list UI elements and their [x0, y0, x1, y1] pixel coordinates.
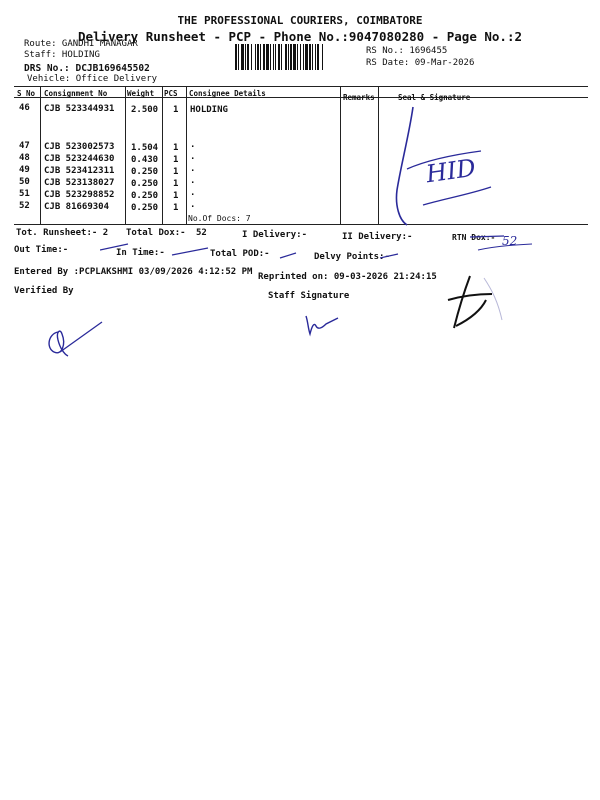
row-pcs: 1 [173, 105, 179, 115]
row-pcs: 1 [173, 203, 179, 213]
total-dox-value: 52 [196, 228, 207, 238]
barcode-bar [293, 44, 296, 70]
handwritten-rtn-value: 52 [502, 234, 518, 248]
row-consignment: CJB 523344931 [44, 104, 115, 114]
entered-by: Entered By :PCPLAKSHMI 03/09/2026 4:12:52 PM [14, 267, 253, 277]
header-pcs: PCS [164, 89, 178, 98]
rtn-dox: RTN Dox:- [452, 233, 496, 242]
rs-number: RS No.: 1696455 [366, 46, 448, 56]
row-consignee: . [190, 188, 196, 198]
verified-by: Verified By [14, 286, 74, 296]
barcode-bar [300, 44, 301, 70]
header-seal-signature: Seal & Signature [398, 93, 471, 102]
barcode-bar [238, 44, 239, 70]
barcode-bar [241, 44, 244, 70]
staff-label: Staff: HOLDING [24, 50, 100, 60]
header-remarks: Remarks [343, 93, 375, 102]
barcode-bar [297, 44, 298, 70]
row-weight: 0.250 [131, 179, 159, 189]
row-consignment: CJB 523298852 [44, 190, 115, 200]
row-consignee: . [190, 200, 196, 210]
barcode-bar [263, 44, 265, 70]
header-consignee: Consignee Details [189, 89, 266, 98]
row-consignment: CJB 523002573 [44, 142, 115, 152]
row-sno: 49 [19, 165, 30, 175]
row-weight: 2.500 [131, 105, 159, 115]
row-consignment: CJB 81669304 [44, 202, 110, 212]
reprinted-on: Reprinted on: 09-03-2026 21:24:15 [258, 272, 437, 282]
col-divider [162, 86, 163, 224]
row-pcs: 1 [173, 143, 179, 153]
vehicle-label: Vehicle: Office Delivery [27, 74, 158, 84]
barcode-bar [285, 44, 287, 70]
barcode-bar [309, 44, 311, 70]
col-divider [125, 86, 126, 224]
row-consignee: . [190, 152, 196, 162]
barcode-bar [312, 44, 313, 70]
delvy-points: Delvy Points:- [314, 252, 390, 262]
row-weight: 0.430 [131, 155, 159, 165]
row-sno: 50 [19, 177, 30, 187]
handwritten-signature-right [440, 270, 510, 334]
barcode-bar [266, 44, 269, 70]
row-weight: 1.504 [131, 143, 159, 153]
row-sno: 47 [19, 141, 30, 151]
barcode-bar [235, 44, 237, 70]
barcode-bar [290, 44, 292, 70]
barcode-image [235, 44, 359, 70]
row-consignee: . [190, 176, 196, 186]
company-name: THE PROFESSIONAL COURIERS, COIMBATORE [177, 14, 423, 27]
row-sno: 46 [19, 103, 30, 113]
route-label: Route: GANDHI MANAGAR [24, 39, 138, 49]
barcode-bar [288, 44, 289, 70]
row-pcs: 1 [173, 179, 179, 189]
runsheet-title: Delivery Runsheet - PCP - Phone No.:9047080280 - Page No.:2 [77, 29, 522, 44]
handwritten-staff-signature [298, 308, 342, 338]
row-weight: 0.250 [131, 167, 159, 177]
barcode-bar [260, 44, 261, 70]
row-consignee: . [190, 140, 196, 150]
tot-runsheet: Tot. Runsheet:- 2 [16, 228, 109, 238]
barcode-bar [273, 44, 274, 70]
barcode-bar [275, 44, 276, 70]
row-consignment: CJB 523244630 [44, 154, 115, 164]
handwritten-dashes [100, 238, 400, 268]
barcode-bar [255, 44, 256, 70]
header-weight: Weight [127, 89, 155, 98]
barcode-bar [270, 44, 271, 70]
row-consignment: CJB 523412311 [44, 166, 115, 176]
header-sno: S No [17, 89, 36, 98]
barcode-bar [278, 44, 280, 70]
row-consignment: CJB 523138027 [44, 178, 115, 188]
handwritten-verifier-signature [40, 318, 110, 362]
out-time: Out Time:- [14, 245, 69, 255]
row-consignee: . [190, 164, 196, 174]
barcode-bar [257, 44, 259, 70]
barcode-bar [303, 44, 304, 70]
row-weight: 0.250 [131, 203, 159, 213]
barcode-bar [245, 44, 246, 70]
ii-delivery: II Delivery:- [342, 232, 413, 242]
col-divider [378, 86, 379, 224]
drs-number: DRS No.: DCJB169645502 [24, 63, 150, 74]
barcode-bar [322, 44, 323, 70]
col-divider [186, 86, 187, 224]
i-delivery: I Delivery:- [242, 230, 308, 240]
row-pcs: 1 [173, 155, 179, 165]
row-sno: 51 [19, 189, 30, 199]
col-divider [40, 86, 41, 224]
header-consignment: Consignment No [44, 89, 108, 98]
row-sno: 52 [19, 201, 30, 211]
total-pod: Total POD:- [210, 249, 270, 259]
barcode-bar [247, 44, 249, 70]
row-pcs: 1 [173, 191, 179, 201]
barcode-bar [305, 44, 308, 70]
row-consignee: HOLDING [190, 105, 228, 115]
row-sno: 48 [19, 153, 30, 163]
col-divider [340, 86, 341, 224]
barcode-bar [315, 44, 316, 70]
row-pcs: 1 [173, 167, 179, 177]
in-time: In Time:- [116, 248, 165, 258]
staff-signature-label: Staff Signature [268, 291, 350, 301]
barcode-bar [317, 44, 319, 70]
handwritten-hid-mark: HID [424, 153, 478, 189]
no-of-docs: No.Of Docs: 7 [188, 214, 251, 223]
row-weight: 0.250 [131, 191, 159, 201]
barcode-bar [251, 44, 252, 70]
rs-date: RS Date: 09-Mar-2026 [366, 58, 475, 68]
barcode-bar [281, 44, 282, 70]
total-dox-label: Total Dox:- [126, 228, 186, 238]
table-top-rule [14, 86, 588, 87]
